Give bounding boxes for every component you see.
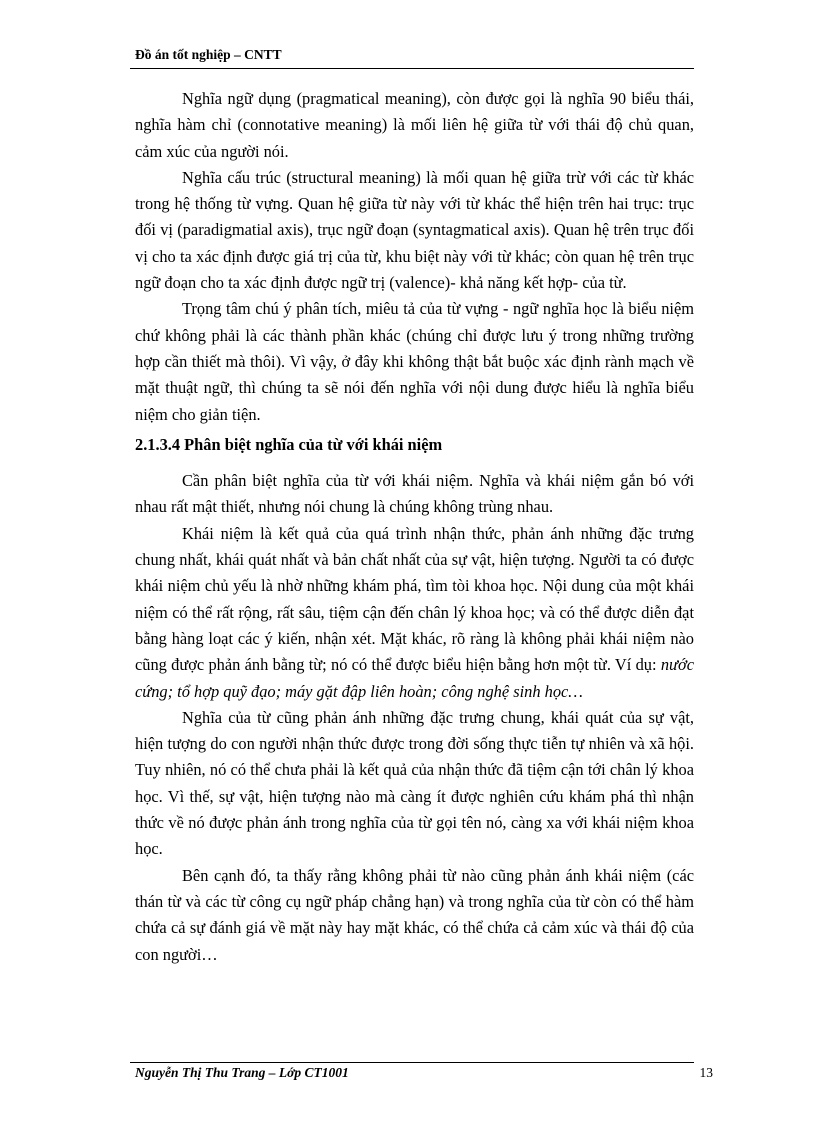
paragraph-word-meaning: Nghĩa của từ cũng phản ánh những đặc trưng chung, khái quát của sự vật, hiện tượng do con người nhận thức được trong đời sống thực tiễn tự nhiên và xã hội. Tuy nhiên, nó có thể chưa phải là kết quả của nhận thức đã tiệm cận tới chân lý khoa học. Vì thế, sự vật, hiện tượng nào mà càng ít được nghiên cứu khám phá thì nhận thức về nó được phản ánh trong nghĩa của từ gọi tên nó, càng xa với khái niệm khoa học.	[135, 707, 694, 859]
section-heading: 2.1.3.4 Phân biệt nghĩa của từ với khái niệm	[135, 434, 443, 454]
paragraph-concept-examples: nước cứng; tổ hợp quỹ đạo; máy gặt đập liên hoàn; công nghệ sinh học…	[135, 655, 694, 701]
page-number: 13	[699, 1065, 713, 1080]
paragraph-focus: Trọng tâm chú ý phân tích, miêu tả của từ vựng - ngữ nghĩa học là biểu niệm chứ không phải là các thành phần khác (chúng chỉ được lưu ý trong những trường hợp cần thiết mà thôi). Vì vậy, ở đây khi không thật bắt buộc xác định rành mạch về mặt thuật ngữ, thì chúng ta sẽ nói đến nghĩa với nội dung được hiểu là nghĩa biểu niệm cho giản tiện.	[135, 299, 694, 424]
header-rule	[130, 68, 694, 69]
page-footer	[135, 1065, 713, 1081]
paragraph-pragmatic-meaning: Nghĩa ngữ dụng (pragmatical meaning), còn được gọi là nghĩa 90 biểu thái, nghĩa hàm chỉ (connotative meaning) là mối liên hệ giữa từ với thái độ chủ quan, cảm xúc của người nói.	[135, 89, 694, 161]
paragraph-concept	[135, 521, 694, 705]
header-title: Đồ án tốt nghiệp – CNTT	[135, 47, 282, 62]
footer-author: Nguyễn Thị Thu Trang – Lớp CT1001	[135, 1065, 349, 1080]
document-body	[135, 86, 694, 968]
paragraph-concept-text: Khái niệm là kết quả của quá trình nhận thức, phản ánh những đặc trưng chung nhất, khái quát nhất và bản chất nhất của sự vật, hiện tượng. Người ta có được khái niệm chủ yếu là nhờ những khám phá, tìm tòi khoa học. Nội dung của một khái niệm có thể rất rộng, rất sâu, tiệm cận đến chân lý khoa học; và có thể được diễn đạt bằng hàng loạt các ý kiến, nhận xét. Mặt khác, rõ ràng là không phải khái niệm nào cũng được phản ánh bằng từ; nó có thể được biểu hiện bằng hơn một từ. Ví dụ:	[135, 523, 694, 675]
footer-rule	[130, 1062, 694, 1063]
paragraph-structural-meaning: Nghĩa cấu trúc (structural meaning) là mối quan hệ giữa trừ với các từ khác trong hệ thống từ vựng. Quan hệ giữa từ này với từ khác thể hiện trên hai trục: trục đối vị (paradigmatial axis), trục ngữ đoạn (syntagmatical axis). Quan hệ trên trục đối vị cho ta xác định được giá trị của từ, khu biệt này với từ khác; còn quan hệ trên trục ngữ đoạn cho ta xác định được ngữ trị (valence)- khả năng kết hợp- của từ.	[135, 167, 694, 293]
paragraph-besides: Bên cạnh đó, ta thấy rằng không phải từ nào cũng phản ánh khái niệm (các thán từ và các từ công cụ ngữ pháp chẳng hạn) và trong nghĩa của từ còn có thể hàm chứa cả sự đánh giá về mặt này hay mặt khác, có thể chứa cả cảm xúc và thái độ của con người…	[135, 865, 694, 964]
page-header	[135, 46, 685, 64]
paragraph-distinguish: Cần phân biệt nghĩa của từ với khái niệm. Nghĩa và khái niệm gắn bó với nhau rất mật thiết, nhưng nói chung là chúng không trùng nhau.	[135, 471, 694, 517]
